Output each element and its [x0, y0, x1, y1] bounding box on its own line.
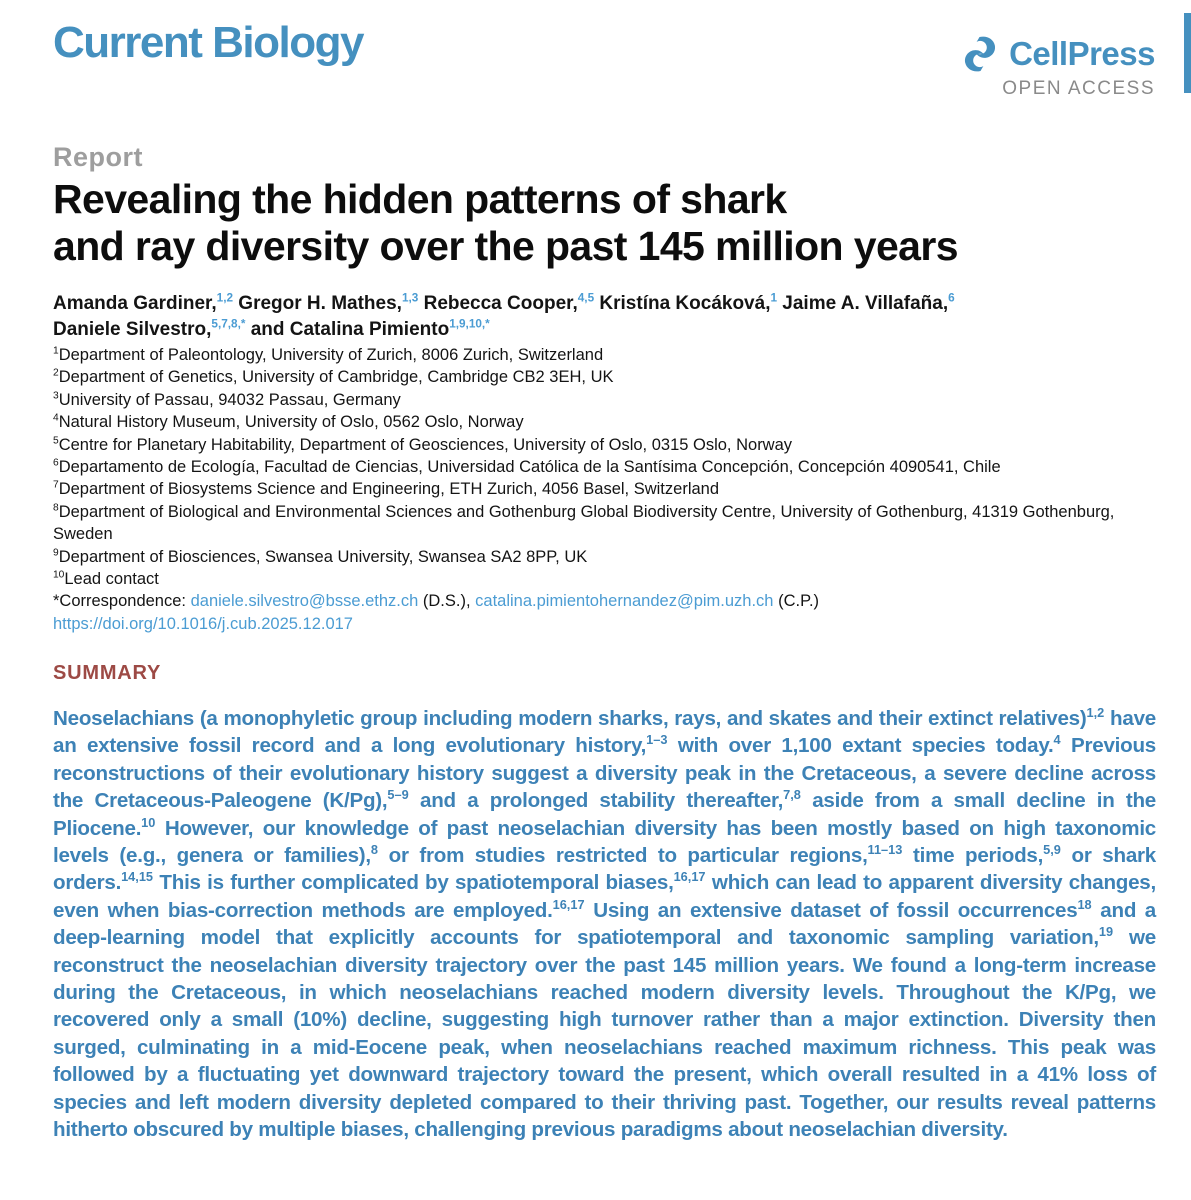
reference-superscript: 1 — [53, 345, 59, 357]
affiliation-10: $^{10}$Lead contact — [53, 569, 159, 589]
reference-superscript: 10 — [53, 569, 65, 581]
author-line-2: Daniele Silvestro,$^{5,7,8,*}$ and Catalina Pimiento$^{1,9,10,*}$ — [53, 317, 490, 340]
reference-superscript: 6 — [53, 457, 59, 469]
summary-paragraph: Neoselachians (a monophyletic group including modern sharks, rays, and skates and their extinct relatives)$^{1,2}$ have an extensive fossil record and a long evolutionary history,$^{1-3}$ with over 1,100 extant species today.$^4$ Previous reconstructions of their evolutionary history suggest a diversity peak in the Cretaceous, a severe decline across the Cretaceous-Paleogene (K/Pg),$^{5-9}$ and a prolonged stability thereafter,$^{7,8}$ aside from a small decline in the Pliocene.$^{10}$ However, our knowledge of past neoselachian diversity has been mostly based on high taxonomic levels (e.g., genera or families),$^8$ or from studies restricted to particular regions,$^{11-13}$ time periods,$^{5,9}$ or shark orders.$^{14,15}$ This is further complicated by spatiotemporal biases,$^{16,17}$ which can lead to apparent diversity changes, even when bias-correction methods are employed.$^{16,17}$ Using an extensive dataset of fossil occurrences$^{18}$ and a deep-learning model that explicitly accounts for spatiotemporal and taxonomic sampling variation,$^{19}$ we reconstruct the neoselachian diversity trajectory over the past 145 million years. We found a long-term increase during the Cretaceous, in which neoselachians reached modern diversity levels. Throughout the K/Pg, we recovered only a small (10%) decline, suggesting high turnover rather than a major extinction. Diversity then surged, culminating in a mid-Eocene peak, when neoselachians reached maximum richness. This peak was followed by a fluctuating yet downward trajectory toward the present, which overall resulted in a 41% loss of species and left modern diversity depleted compared to their thriving past. Together, our results reveal patterns hitherto obscured by multiple biases, challenging previous paradigms about neoselachian diversity. — [53, 705, 1157, 1142]
article-type-kicker: Report — [53, 142, 143, 172]
reference-superscript: 5,9 — [1043, 842, 1061, 858]
reference-superscript: 7,8 — [783, 787, 801, 803]
email-link[interactable]: daniele.silvestro@bsse.ethz.ch — [190, 592, 419, 611]
reference-superscript: 8 — [370, 842, 378, 858]
reference-superscript: 16,17 — [552, 896, 585, 912]
reference-superscript: 1 — [770, 291, 778, 305]
affiliation-6: $^6$Departamento de Ecología, Facultad de Ciencias, Universidad Católica de la Santísima Concepción, Concepción 4090541, Chile — [53, 457, 1001, 477]
page-edge-accent-bar — [1184, 13, 1191, 93]
reference-superscript: 1,2 — [216, 291, 234, 305]
reference-superscript: 6 — [948, 291, 955, 305]
affiliation-7: $^7$Department of Biosystems Science and Engineering, ETH Zurich, 4056 Basel, Switzerland — [53, 479, 720, 499]
reference-superscript: 16,17 — [673, 869, 706, 885]
cellpress-logo-icon — [960, 34, 1000, 74]
reference-superscript: 7 — [53, 479, 59, 491]
reference-superscript: 4 — [1053, 732, 1061, 748]
affiliations-block — [53, 344, 1158, 635]
reference-superscript: 19 — [1098, 924, 1114, 940]
reference-superscript: 5–9 — [387, 787, 409, 803]
reference-superscript: 4 — [53, 412, 59, 424]
affiliation-4: $^4$Natural History Museum, University of Oslo, 0562 Oslo, Norway — [53, 412, 524, 432]
journal-title: Current Biology — [53, 18, 363, 67]
article-title-line-2: and ray diversity over the past 145 million years — [53, 223, 958, 269]
affiliation-8: $^8$Department of Biological and Environmental Sciences and Gothenburg Global Biodiversity Centre, University of Gothenburg, 41319 Gothenburg, Sweden — [53, 502, 1115, 544]
email-link[interactable]: catalina.pimientohernandez@pim.uzh.ch — [475, 592, 774, 611]
reference-superscript: 4,5 — [577, 291, 595, 305]
publisher-block — [960, 34, 1155, 100]
author-list — [53, 291, 955, 343]
reference-superscript: 1,2 — [1086, 705, 1105, 721]
publisher-name: CellPress — [1009, 35, 1155, 72]
reference-superscript: 3 — [53, 390, 59, 402]
article-title — [53, 176, 958, 270]
reference-superscript: 18 — [1077, 896, 1092, 912]
reference-superscript: 11–13 — [867, 842, 903, 858]
reference-superscript: 5,7,8,* — [211, 317, 246, 331]
author-line-1: Amanda Gardiner,$^{1,2}$ Gregor H. Mathes,$^{1,3}$ Rebecca Cooper,$^{4,5}$ Kristína Kocáková,$^1$ Jaime A. Villafaña,$^6$ — [53, 291, 955, 314]
reference-superscript: 9 — [53, 547, 59, 559]
correspondence-line: *Correspondence: daniele.silvestro@bsse.ethz.ch (D.S.), catalina.pimientohernandez@pim.uzh.ch (C.P.) — [53, 592, 820, 611]
affiliation-5: $^5$Centre for Planetary Habitability, Department of Geosciences, University of Oslo, 0315 Oslo, Norway — [53, 435, 793, 454]
doi-link[interactable]: https://doi.org/10.1016/j.cub.2025.12.017 — [53, 614, 353, 633]
affiliation-3: $^3$University of Passau, 94032 Passau, Germany — [53, 390, 401, 409]
reference-superscript: 1–3 — [646, 732, 668, 748]
affiliation-2: $^2$Department of Genetics, University of Cambridge, Cambridge CB2 3EH, UK — [53, 367, 614, 387]
summary-heading: SUMMARY — [53, 662, 162, 684]
affiliation-9: $^9$Department of Biosciences, Swansea University, Swansea SA2 8PP, UK — [53, 547, 588, 566]
reference-superscript: 2 — [53, 367, 59, 379]
reference-superscript: 1,3 — [401, 291, 419, 305]
affiliation-1: $^1$Department of Paleontology, University of Zurich, 8006 Zurich, Switzerland — [53, 345, 604, 364]
article-title-line-1: Revealing the hidden patterns of shark — [53, 176, 787, 222]
reference-superscript: 1,9,10,* — [449, 317, 490, 331]
reference-superscript: 8 — [53, 502, 59, 514]
open-access-label: OPEN ACCESS — [1002, 78, 1155, 99]
reference-superscript: 5 — [53, 435, 59, 447]
reference-superscript: 14,15 — [121, 869, 154, 885]
reference-superscript: 10 — [141, 814, 156, 830]
